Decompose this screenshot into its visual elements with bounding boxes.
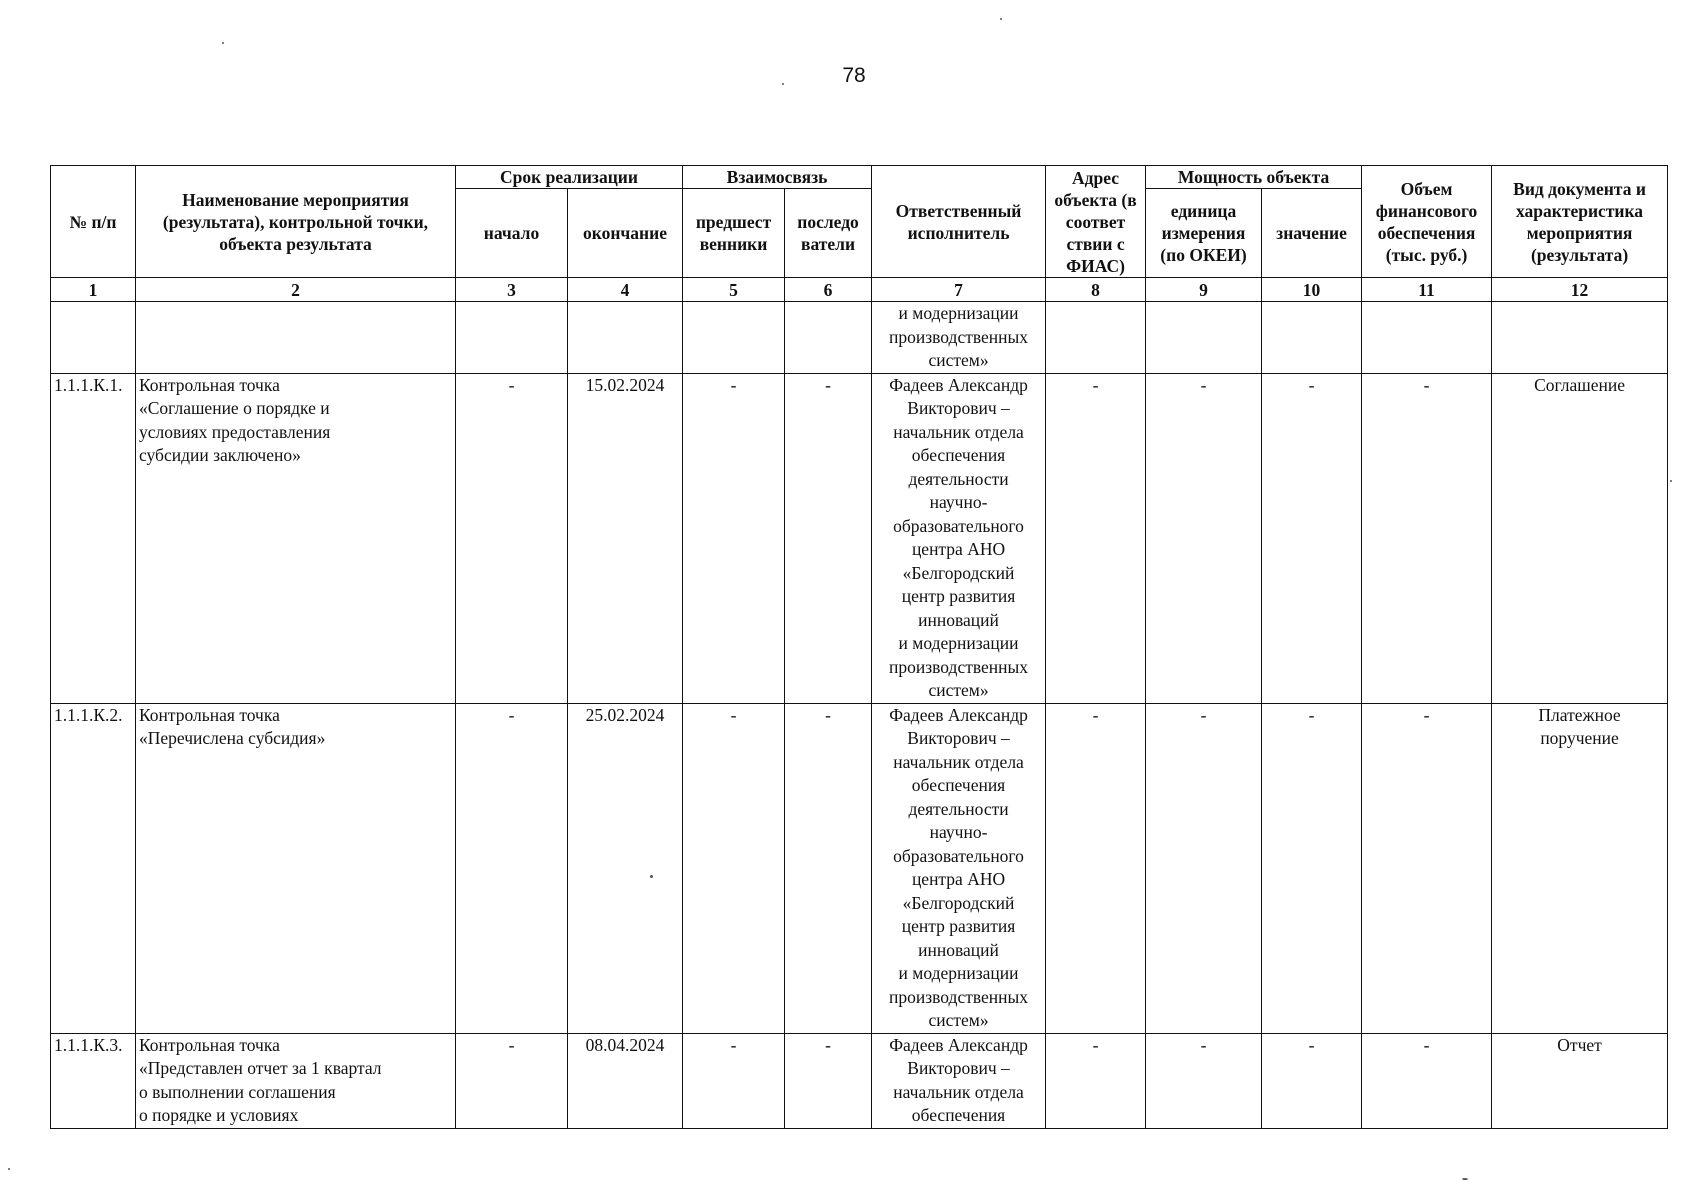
row-name: Контрольная точка «Представлен отчет за 1 квартал о выполнении соглашения о порядке и условиях — [136, 1033, 456, 1128]
column-number: 7 — [872, 278, 1046, 302]
row-start: - — [456, 703, 568, 1033]
page-number: 78 — [842, 64, 866, 87]
column-number: 3 — [456, 278, 568, 302]
scan-speck — [8, 1168, 10, 1170]
header-start: начало — [456, 189, 568, 278]
row-address: - — [1046, 1033, 1146, 1128]
executor-cell: и модернизации производственных систем» — [872, 302, 1046, 374]
row-value: - — [1262, 703, 1362, 1033]
table-row — [51, 1033, 1668, 1128]
row-address: - — [1046, 703, 1146, 1033]
column-number: 2 — [136, 278, 456, 302]
row-successors: - — [785, 373, 872, 703]
header-finance: Объем финансового обеспечения (тыс. руб.) — [1362, 166, 1492, 278]
column-number: 6 — [785, 278, 872, 302]
row-doc-type: Отчет — [1492, 1033, 1668, 1128]
row-start: - — [456, 1033, 568, 1128]
row-name: Контрольная точка «Соглашение о порядке и условиях предоставления субсидии заключено» — [136, 373, 456, 703]
header-term-group: Срок реализации — [456, 166, 683, 189]
row-successors: - — [785, 703, 872, 1033]
column-number: 1 — [51, 278, 136, 302]
row-unit: - — [1146, 373, 1262, 703]
scan-speck — [1000, 18, 1002, 20]
column-number-row — [51, 278, 1668, 302]
row-unit: - — [1146, 703, 1262, 1033]
row-end: 15.02.2024 — [568, 373, 683, 703]
row-number: 1.1.1.К.1. — [51, 373, 136, 703]
row-unit: - — [1146, 1033, 1262, 1128]
row-end: 08.04.2024 — [568, 1033, 683, 1128]
header-value: значение — [1262, 189, 1362, 278]
row-name: Контрольная точка «Перечислена субсидия» — [136, 703, 456, 1033]
table-row — [51, 373, 1668, 703]
scan-speck — [222, 42, 224, 44]
row-predecessors: - — [683, 1033, 785, 1128]
scan-speck — [782, 83, 784, 85]
row-executor: Фадеев Александр Викторович – начальник отдела обеспечения деятельности научно- образовательного центра АНО «Белгородский центр развития инноваций и модернизации производственных систем» — [872, 703, 1046, 1033]
header-name: Наименование мероприятия (результата), контрольной точки, объекта результата — [136, 166, 456, 278]
row-value: - — [1262, 1033, 1362, 1128]
header-predecessors: предшест венники — [683, 189, 785, 278]
header-unit: единица измерения (по ОКЕИ) — [1146, 189, 1262, 278]
column-number: 9 — [1146, 278, 1262, 302]
header-doc-type: Вид документа и характеристика мероприятия (результата) — [1492, 166, 1668, 278]
header-end: окончание — [568, 189, 683, 278]
plan-table — [50, 165, 1668, 1129]
header-capacity-group: Мощность объекта — [1146, 166, 1362, 189]
row-executor: Фадеев Александр Викторович – начальник отдела обеспечения — [872, 1033, 1046, 1128]
row-doc-type: Соглашение — [1492, 373, 1668, 703]
row-successors: - — [785, 1033, 872, 1128]
column-number: 12 — [1492, 278, 1668, 302]
row-doc-type: Платежное поручение — [1492, 703, 1668, 1033]
header-executor: Ответственный исполнитель — [872, 166, 1046, 278]
row-finance: - — [1362, 1033, 1492, 1128]
row-end: 25.02.2024 — [568, 703, 683, 1033]
column-number: 8 — [1046, 278, 1146, 302]
row-predecessors: - — [683, 703, 785, 1033]
scan-speck — [1670, 480, 1672, 482]
row-start: - — [456, 373, 568, 703]
scan-speck — [1462, 1178, 1468, 1180]
table-row — [51, 703, 1668, 1033]
column-number: 5 — [683, 278, 785, 302]
table-row-continued — [51, 302, 1668, 374]
header-number: № п/п — [51, 166, 136, 278]
column-number: 10 — [1262, 278, 1362, 302]
header-successors: последо ватели — [785, 189, 872, 278]
row-address: - — [1046, 373, 1146, 703]
header-address: Адрес объекта (в соответ ствии с ФИАС) — [1046, 166, 1146, 278]
column-number: 11 — [1362, 278, 1492, 302]
row-executor: Фадеев Александр Викторович – начальник отдела обеспечения деятельности научно- образовательного центра АНО «Белгородский центр развития инноваций и модернизации производственных систем» — [872, 373, 1046, 703]
row-number: 1.1.1.К.2. — [51, 703, 136, 1033]
scan-speck — [650, 875, 653, 878]
row-value: - — [1262, 373, 1362, 703]
row-number: 1.1.1.К.3. — [51, 1033, 136, 1128]
row-predecessors: - — [683, 373, 785, 703]
row-finance: - — [1362, 703, 1492, 1033]
row-finance: - — [1362, 373, 1492, 703]
header-link-group: Взаимосвязь — [683, 166, 872, 189]
column-number: 4 — [568, 278, 683, 302]
